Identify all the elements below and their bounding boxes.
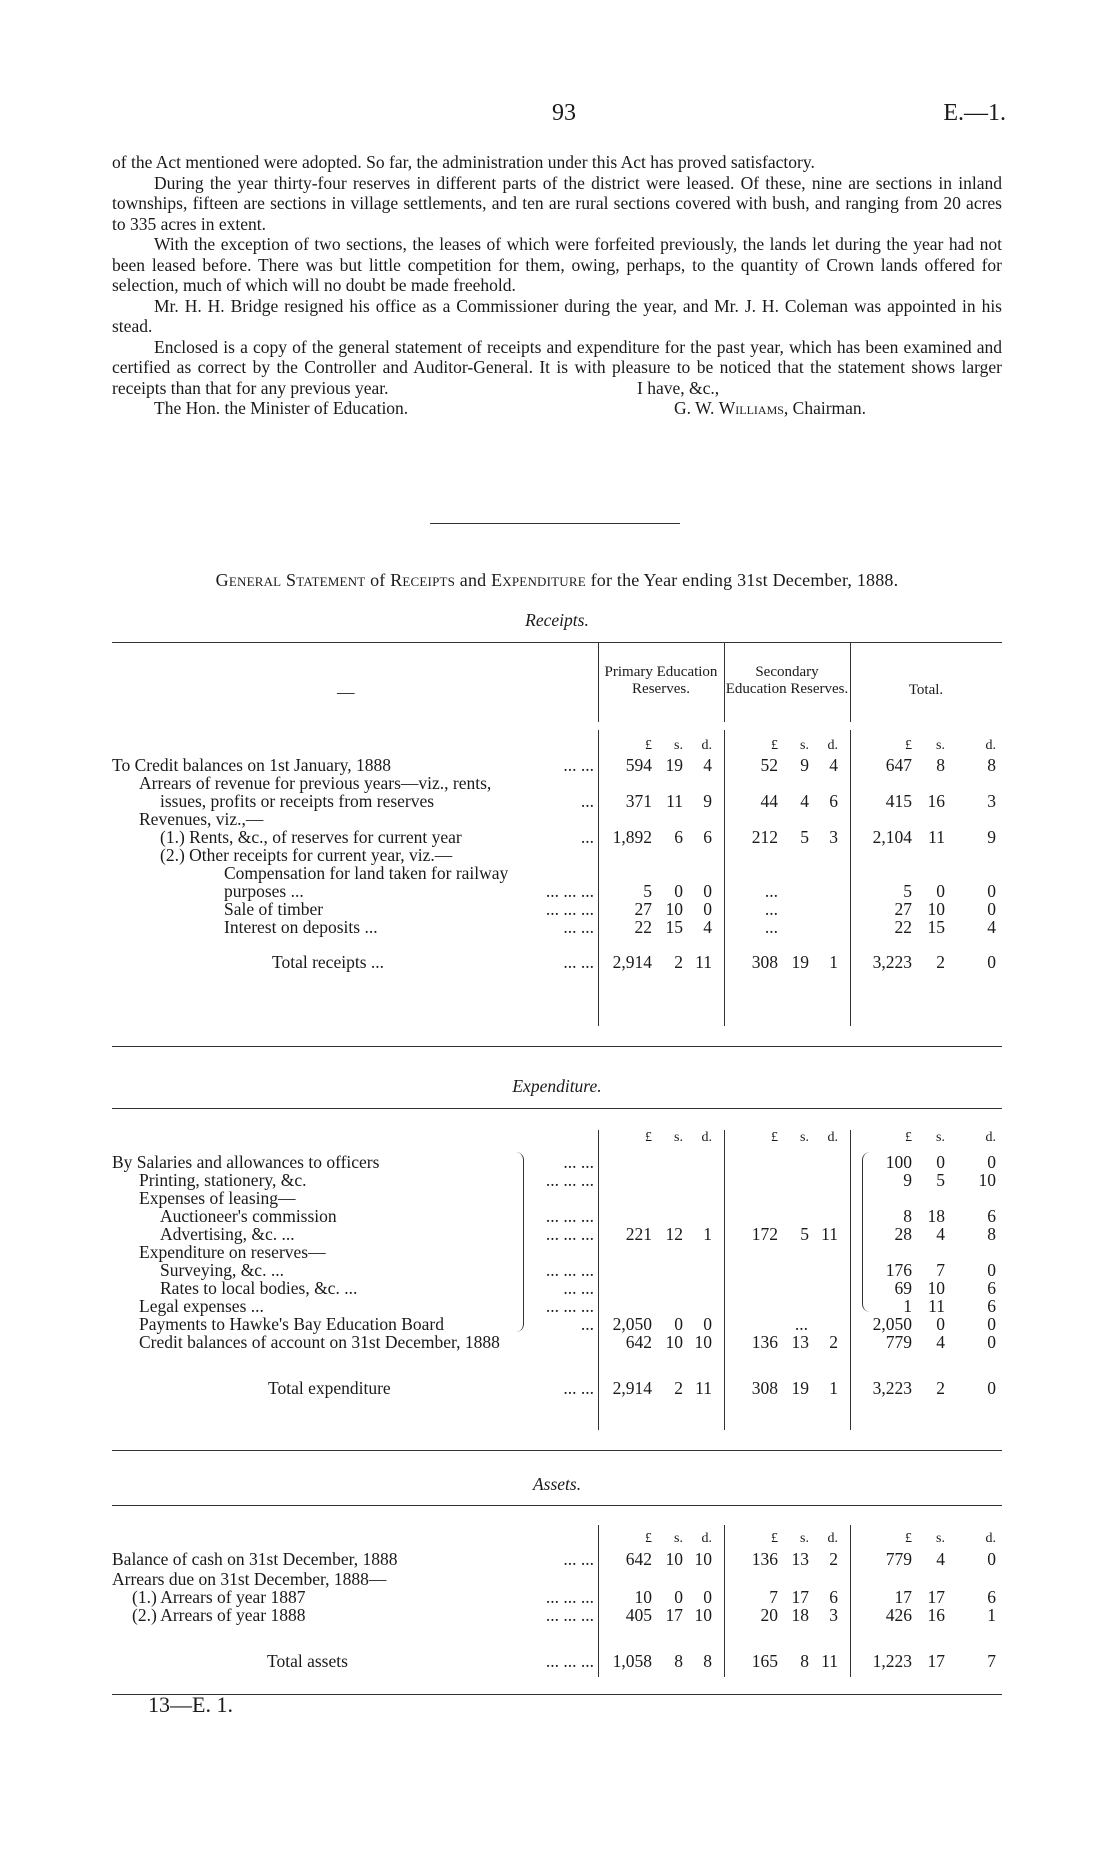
- amount-pence: 0: [703, 899, 712, 919]
- amount-pounds: 371: [625, 791, 652, 811]
- amount-pounds: 27: [634, 899, 652, 919]
- row-label: Auctioneer's commission: [160, 1206, 337, 1226]
- leader-dots: ... ... ...: [545, 1605, 594, 1625]
- amount-shillings: 18: [791, 1605, 809, 1625]
- row-label: (2.) Arrears of year 1888: [132, 1605, 306, 1625]
- amount-shillings: 19: [791, 952, 809, 972]
- amount-pounds: 165: [751, 1651, 778, 1671]
- amount-pounds: 642: [625, 1549, 652, 1569]
- amount-pence: 6: [829, 1587, 838, 1607]
- receipts-title: Receipts.: [525, 610, 589, 630]
- amount-pounds: 69: [894, 1278, 912, 1298]
- amount-pence: 8: [703, 1651, 712, 1671]
- paragraph: of the Act mentioned were adopted. So far, the administration under this Act has proved satisfactory.: [112, 152, 815, 172]
- signature: G. W. Williams, Chairman.: [674, 398, 867, 418]
- amount-pounds: 9: [903, 1170, 912, 1190]
- amount-pence: 1: [829, 1378, 838, 1398]
- row-label: Advertising, &c. ...: [160, 1224, 295, 1244]
- amount-shillings: 4: [936, 1332, 945, 1352]
- amount-pounds: 2,050: [612, 1314, 652, 1334]
- amount-placeholder: ...: [794, 1314, 808, 1334]
- row-label: To Credit balances on 1st January, 1888: [112, 755, 392, 775]
- amount-pounds: 2,914: [612, 1378, 652, 1398]
- amount-shillings: 0: [936, 1314, 945, 1334]
- amount-pounds: 779: [885, 1332, 912, 1352]
- amount-pence: 3: [829, 827, 838, 847]
- amount-shillings: 19: [665, 755, 683, 775]
- row-label: (1.) Rents, &c., of reserves for current year: [160, 827, 462, 847]
- amount-pounds: 28: [894, 1224, 912, 1244]
- amount-pounds: 176: [885, 1260, 912, 1280]
- amount-shillings: 11: [666, 791, 683, 811]
- letter-body: [112, 152, 1002, 419]
- credit-row: [112, 1332, 1002, 1352]
- unit-shillings: s.: [674, 1531, 683, 1546]
- amount-pence: 2: [829, 1332, 838, 1352]
- leader-dots: ... ...: [563, 917, 594, 937]
- closing: I have, &c.,: [637, 377, 720, 398]
- unit-pence: d.: [701, 1130, 712, 1145]
- divider: [430, 523, 680, 524]
- amount-pence: 11: [821, 1651, 838, 1671]
- amount-shillings: 10: [665, 1549, 683, 1569]
- amount-pence: 2: [829, 1549, 838, 1569]
- table-row: [112, 952, 1002, 972]
- amount-pence: 0: [703, 1587, 712, 1607]
- amount-pounds: 1,892: [612, 827, 652, 847]
- table-row: [112, 917, 1002, 937]
- expenditure-title: Expenditure.: [512, 1076, 602, 1096]
- amount-shillings: 13: [791, 1549, 809, 1569]
- table-row: [112, 809, 1002, 829]
- amount-shillings: 11: [928, 827, 945, 847]
- amount-pence: 9: [703, 791, 712, 811]
- unit-pence: d.: [985, 1531, 996, 1546]
- amount-pounds: 172: [751, 1224, 778, 1244]
- row-label: (1.) Arrears of year 1887: [132, 1587, 306, 1607]
- amount-pounds: 5: [643, 881, 652, 901]
- amount-pence: 8: [987, 755, 996, 775]
- row-label: Total receipts ...: [272, 952, 384, 972]
- leader-dots: ... ... ...: [545, 1296, 594, 1316]
- unit-pounds: £: [905, 738, 912, 753]
- amount-pounds: 22: [894, 917, 912, 937]
- leader-dots: ... ... ...: [545, 1206, 594, 1226]
- amount-shillings: 15: [665, 917, 683, 937]
- leader-dots: ... ...: [563, 1549, 594, 1569]
- amount-pounds: 17: [894, 1587, 912, 1607]
- amount-shillings: 10: [665, 1332, 683, 1352]
- assets-title: Assets.: [532, 1474, 582, 1494]
- leader-dots: ...: [580, 827, 594, 847]
- amount-shillings: 6: [674, 827, 683, 847]
- amount-pounds: 594: [625, 755, 652, 775]
- amount-pounds: 308: [751, 952, 778, 972]
- document-code: E.—1.: [943, 100, 1006, 126]
- table-row: [112, 1605, 1002, 1625]
- payments-row: [112, 1314, 1002, 1334]
- unit-pounds: £: [645, 738, 652, 753]
- amount-shillings: 2: [936, 1378, 945, 1398]
- row-label: Legal expenses ...: [139, 1296, 264, 1316]
- row-label: Arrears of revenue for previous years—viz., rents,: [139, 773, 492, 793]
- table-row: [112, 863, 1002, 883]
- row-label: (2.) Other receipts for current year, viz.—: [160, 845, 453, 865]
- amount-pounds: 415: [885, 791, 912, 811]
- amount-shillings: 5: [800, 827, 809, 847]
- amount-pounds: 10: [634, 1587, 652, 1607]
- amount-pence: 0: [987, 881, 996, 901]
- leader-dots: ... ...: [563, 1152, 594, 1172]
- amount-pence: 0: [703, 881, 712, 901]
- row-label: Rates to local bodies, &c. ...: [160, 1278, 358, 1298]
- amount-shillings: 8: [936, 755, 945, 775]
- unit-pence: d.: [827, 1531, 838, 1546]
- unit-pence: d.: [985, 738, 996, 753]
- amount-pence: 11: [695, 1378, 712, 1398]
- amount-pence: 0: [987, 899, 996, 919]
- amount-shillings: 0: [674, 881, 683, 901]
- paragraph: Enclosed is a copy of the general statement of receipts and expenditure for the past year, which has been examined and certified as correct by the Controller and Auditor-General. It is with pleasure to be noticed that the statement shows larger receipts than that for any previous year.: [112, 336, 1002, 398]
- amount-pence: 6: [703, 827, 712, 847]
- amount-pence: 0: [987, 1152, 996, 1172]
- amount-shillings: 17: [927, 1587, 945, 1607]
- amount-pounds: 779: [885, 1549, 912, 1569]
- amount-pounds: 7: [769, 1587, 778, 1607]
- amount-pounds: 22: [634, 917, 652, 937]
- amount-pounds: 2,914: [612, 952, 652, 972]
- amount-shillings: 5: [936, 1170, 945, 1190]
- leader-dots: ... ... ...: [545, 1260, 594, 1280]
- amount-shillings: 8: [674, 1651, 683, 1671]
- signature-mark: 13—E. 1.: [148, 1692, 233, 1717]
- amount-pounds: 221: [625, 1224, 652, 1244]
- unit-shillings: s.: [800, 1130, 809, 1145]
- amount-pounds: 52: [760, 755, 778, 775]
- assets-table: [112, 1505, 1002, 1695]
- amount-pence: 0: [987, 1332, 996, 1352]
- unit-pounds: £: [905, 1130, 912, 1145]
- table-row: [112, 1587, 1002, 1607]
- amount-pounds: 3,223: [872, 952, 912, 972]
- amount-pounds: 426: [885, 1605, 912, 1625]
- amount-pounds: 136: [751, 1549, 778, 1569]
- amount-pence: 11: [821, 1224, 838, 1244]
- amount-shillings: 2: [674, 952, 683, 972]
- row-label: Printing, stationery, &c.: [139, 1170, 307, 1190]
- leader-dots: ...: [580, 1314, 594, 1334]
- paragraph: During the year thirty-four reserves in different parts of the district were leased. Of these, nine are sections in inland townships, fifteen are sections in village settlements, and ten are rural sections covered with bush, and ranging from 20 acres to 335 acres in extent.: [112, 172, 1002, 234]
- leader-dots: ...: [580, 791, 594, 811]
- amount-shillings: 17: [927, 1651, 945, 1671]
- amount-pence: 8: [987, 1224, 996, 1244]
- leader-dots: ... ... ...: [545, 899, 594, 919]
- leader-dots: ... ... ...: [545, 1224, 594, 1244]
- row-label: Total assets: [267, 1651, 348, 1671]
- amount-pence: 1: [829, 952, 838, 972]
- amount-shillings: 4: [800, 791, 809, 811]
- unit-pounds: £: [771, 1531, 778, 1546]
- row-label: Revenues, viz.,—: [139, 809, 264, 829]
- row-label: Total expenditure: [268, 1378, 391, 1398]
- amount-pence: 0: [987, 1549, 996, 1569]
- amount-shillings: 10: [665, 899, 683, 919]
- amount-pence: 3: [829, 1605, 838, 1625]
- amount-pence: 1: [987, 1605, 996, 1625]
- unit-pence: d.: [985, 1130, 996, 1145]
- amount-pence: 4: [829, 755, 838, 775]
- row-label: issues, profits or receipts from reserves: [160, 791, 435, 811]
- amount-shillings: 10: [927, 1278, 945, 1298]
- left-brace-primary: [513, 1152, 524, 1332]
- unit-shillings: s.: [936, 1531, 945, 1546]
- amount-pounds: 27: [894, 899, 912, 919]
- amount-shillings: 13: [791, 1332, 809, 1352]
- amount-pounds: 405: [625, 1605, 652, 1625]
- amount-pounds: ...: [764, 881, 778, 901]
- row-label: Expenses of leasing—: [139, 1188, 296, 1208]
- amount-shillings: 16: [927, 1605, 945, 1625]
- amount-pounds: 212: [751, 827, 778, 847]
- amount-pounds: 5: [903, 881, 912, 901]
- amount-shillings: 10: [927, 899, 945, 919]
- unit-pounds: £: [645, 1531, 652, 1546]
- amount-pounds: 2,104: [872, 827, 912, 847]
- unit-pence: d.: [701, 738, 712, 753]
- row-label: Compensation for land taken for railway: [224, 863, 509, 883]
- amount-pence: 1: [703, 1224, 712, 1244]
- amount-pence: 10: [694, 1605, 712, 1625]
- row-label: Interest on deposits ...: [224, 917, 378, 937]
- amount-shillings: 5: [800, 1224, 809, 1244]
- row-label: Expenditure on reserves—: [139, 1242, 326, 1262]
- table-row: [112, 1651, 1002, 1671]
- leader-dots: ... ...: [563, 952, 594, 972]
- row-label: Payments to Hawke's Bay Education Board: [139, 1314, 444, 1334]
- table-row: [112, 755, 1002, 775]
- unit-shillings: s.: [674, 1130, 683, 1145]
- amount-shillings: 16: [927, 791, 945, 811]
- table-row: [112, 1569, 1002, 1589]
- amount-shillings: 19: [791, 1378, 809, 1398]
- amount-shillings: 17: [791, 1587, 809, 1607]
- unit-pounds: £: [771, 1130, 778, 1145]
- amount-pence: 6: [987, 1296, 996, 1316]
- unit-pence: d.: [827, 1130, 838, 1145]
- amount-pence: 4: [987, 917, 996, 937]
- amount-pence: 10: [694, 1549, 712, 1569]
- amount-pounds: 136: [751, 1332, 778, 1352]
- amount-pence: 10: [694, 1332, 712, 1352]
- right-brace-total: [862, 1152, 873, 1312]
- unit-pounds: £: [905, 1531, 912, 1546]
- col-total: Total.: [908, 682, 944, 698]
- amount-pence: 6: [987, 1278, 996, 1298]
- leader-dots: ... ... ...: [545, 1651, 594, 1671]
- table-row: [112, 845, 1002, 865]
- table-row: [112, 1549, 1002, 1569]
- row-label: Surveying, &c. ...: [160, 1260, 284, 1280]
- unit-shillings: s.: [936, 738, 945, 753]
- amount-pounds: 3,223: [872, 1378, 912, 1398]
- amount-pence: 4: [703, 755, 712, 775]
- page-header: [0, 100, 1114, 130]
- amount-shillings: 11: [928, 1296, 945, 1316]
- stub-heading: —: [337, 682, 355, 702]
- unit-shillings: s.: [936, 1130, 945, 1145]
- amount-pence: 4: [703, 917, 712, 937]
- amount-shillings: 2: [674, 1378, 683, 1398]
- amount-pence: 0: [703, 1314, 712, 1334]
- closing-row: [112, 378, 1002, 399]
- amount-shillings: 7: [936, 1260, 945, 1280]
- amount-pounds: 20: [760, 1605, 778, 1625]
- amount-pounds: 100: [885, 1152, 912, 1172]
- amount-shillings: 0: [936, 1152, 945, 1172]
- amount-shillings: 9: [800, 755, 809, 775]
- page-number: 93: [552, 100, 576, 126]
- row-label: Sale of timber: [224, 899, 324, 919]
- amount-pence: 10: [978, 1170, 996, 1190]
- leader-dots: ... ...: [563, 1278, 594, 1298]
- leader-dots: ... ...: [563, 755, 594, 775]
- unit-shillings: s.: [800, 1531, 809, 1546]
- unit-shillings: s.: [800, 738, 809, 753]
- amount-pounds: ...: [764, 917, 778, 937]
- signature-row: [112, 398, 1002, 419]
- amount-shillings: 4: [936, 1549, 945, 1569]
- row-label: Arrears due on 31st December, 1888—: [112, 1569, 387, 1589]
- amount-pounds: 1,058: [612, 1651, 652, 1671]
- amount-shillings: 12: [665, 1224, 683, 1244]
- col-primary: Primary Education Reserves.: [604, 664, 718, 697]
- amount-pounds: 647: [885, 755, 912, 775]
- receipts-table: [112, 642, 1002, 1047]
- leader-dots: ... ... ...: [545, 1170, 594, 1190]
- unit-pence: d.: [827, 738, 838, 753]
- amount-pounds: ...: [764, 899, 778, 919]
- amount-pounds: 2,050: [872, 1314, 912, 1334]
- amount-shillings: 18: [927, 1206, 945, 1226]
- amount-pence: 7: [987, 1651, 996, 1671]
- amount-pence: 6: [829, 791, 838, 811]
- table-row: [112, 773, 1002, 793]
- row-label: Balance of cash on 31st December, 1888: [112, 1549, 398, 1569]
- amount-pence: 9: [987, 827, 996, 847]
- amount-pounds: 44: [760, 791, 778, 811]
- amount-shillings: 0: [674, 1587, 683, 1607]
- amount-pounds: 8: [903, 1206, 912, 1226]
- addressee: The Hon. the Minister of Education.: [154, 398, 409, 418]
- paragraph: Mr. H. H. Bridge resigned his office as a Commissioner during the year, and Mr. J. H. Coleman was appointed in his stead.: [112, 295, 1002, 336]
- amount-pounds: 1: [903, 1296, 912, 1316]
- unit-pounds: £: [771, 738, 778, 753]
- statement-title: General Statement of Receipts and Expenditure for the Year ending 31st December, 1888.: [215, 570, 899, 590]
- table-row: [112, 899, 1002, 919]
- amount-shillings: 4: [936, 1224, 945, 1244]
- amount-pence: 6: [987, 1587, 996, 1607]
- amount-shillings: 0: [674, 1314, 683, 1334]
- row-label: By Salaries and allowances to officers: [112, 1152, 380, 1172]
- table-row: [112, 1378, 1002, 1398]
- amount-pence: 0: [987, 1378, 996, 1398]
- unit-pounds: £: [645, 1130, 652, 1145]
- amount-pence: 11: [695, 952, 712, 972]
- amount-pounds: 308: [751, 1378, 778, 1398]
- paragraph: With the exception of two sections, the leases of which were forfeited previously, the lands let during the year had not been leased before. There was but little competition for them, owing, perhaps, to the quantity of Crown lands offered for selection, much of which will no doubt be made freehold.: [112, 234, 1002, 295]
- amount-shillings: 17: [665, 1605, 683, 1625]
- table-row: [112, 827, 1002, 847]
- expenditure-table: [112, 1108, 1002, 1451]
- amount-pence: 0: [987, 1260, 996, 1280]
- amount-shillings: 8: [800, 1651, 809, 1671]
- unit-pence: d.: [701, 1531, 712, 1546]
- table-row: [112, 881, 1002, 901]
- table-row: [112, 791, 1002, 811]
- leader-dots: ... ...: [563, 1378, 594, 1398]
- amount-pounds: 1,223: [872, 1651, 912, 1671]
- amount-pounds: 642: [625, 1332, 652, 1352]
- amount-shillings: 0: [936, 881, 945, 901]
- amount-shillings: 15: [927, 917, 945, 937]
- amount-pence: 3: [987, 791, 996, 811]
- amount-pence: 0: [987, 952, 996, 972]
- col-secondary: Secondary Education Reserves.: [725, 664, 849, 697]
- amount-shillings: 2: [936, 952, 945, 972]
- row-label: Credit balances of account on 31st December, 1888: [139, 1332, 500, 1352]
- unit-shillings: s.: [674, 738, 683, 753]
- leader-dots: ... ... ...: [545, 881, 594, 901]
- row-label: purposes ...: [224, 881, 304, 901]
- amount-pence: 0: [987, 1314, 996, 1334]
- leader-dots: ... ... ...: [545, 1587, 594, 1607]
- amount-pence: 6: [987, 1206, 996, 1226]
